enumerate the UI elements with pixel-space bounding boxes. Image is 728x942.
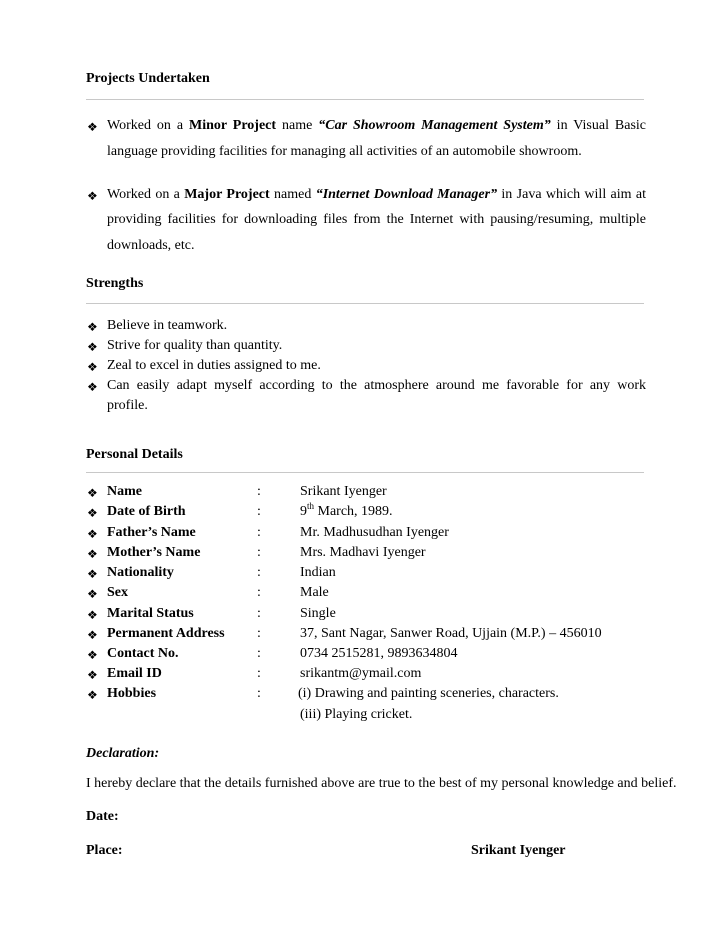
bullet-icon: ❖ bbox=[87, 668, 98, 682]
personal-value: 0734 2515281, 9893634804 bbox=[300, 646, 458, 661]
personal-label: Contact No. bbox=[107, 646, 179, 661]
personal-label: Nationality bbox=[107, 565, 174, 580]
bullet-icon: ❖ bbox=[87, 648, 98, 662]
bullet-icon: ❖ bbox=[87, 567, 98, 581]
project-major-line2: providing facilities for downloading files from the Internet with pausing/resuming, multiple bbox=[107, 212, 646, 227]
strength-item: Can easily adapt myself according to the atmosphere around me favorable for any work bbox=[107, 378, 646, 393]
colon: : bbox=[257, 504, 261, 519]
bullet-icon: ❖ bbox=[87, 628, 98, 642]
bullet-icon: ❖ bbox=[87, 547, 98, 561]
colon: : bbox=[257, 525, 261, 540]
bullet-icon: ❖ bbox=[87, 587, 98, 601]
strengths-heading: Strengths bbox=[86, 276, 144, 291]
personal-value: Mr. Madhusudhan Iyenger bbox=[300, 525, 449, 540]
bullet-icon: ❖ bbox=[87, 360, 98, 374]
colon: : bbox=[257, 545, 261, 560]
place-label: Place: bbox=[86, 843, 123, 858]
personal-value: Srikant Iyenger bbox=[300, 484, 387, 499]
bullet-icon: ❖ bbox=[87, 340, 98, 354]
personal-label: Marital Status bbox=[107, 606, 194, 621]
bullet-icon: ❖ bbox=[87, 380, 98, 394]
bullet-icon: ❖ bbox=[87, 120, 98, 134]
personal-value: Mrs. Madhavi Iyenger bbox=[300, 545, 426, 560]
bullet-icon: ❖ bbox=[87, 320, 98, 334]
personal-label: Sex bbox=[107, 585, 128, 600]
project-minor-line2: language providing facilities for managing all activities of an automobile showroom. bbox=[107, 144, 582, 159]
personal-label: Mother’s Name bbox=[107, 545, 201, 560]
personal-label: Permanent Address bbox=[107, 626, 225, 641]
personal-value: 9th March, 1989. bbox=[300, 501, 393, 519]
strength-item: Believe in teamwork. bbox=[107, 318, 228, 333]
colon: : bbox=[257, 585, 261, 600]
bullet-icon: ❖ bbox=[87, 486, 98, 500]
bullet-icon: ❖ bbox=[87, 506, 98, 520]
personal-label: Email ID bbox=[107, 666, 162, 681]
colon: : bbox=[257, 484, 261, 499]
colon: : bbox=[257, 606, 261, 621]
project-major-line1: Worked on a Major Project named “Internet Download Manager” in Java which will aim at bbox=[107, 187, 646, 202]
colon: : bbox=[257, 646, 261, 661]
personal-value: (i) Drawing and painting sceneries, characters. bbox=[298, 686, 559, 701]
signature-name: Srikant Iyenger bbox=[471, 843, 566, 858]
colon: : bbox=[257, 666, 261, 681]
project-major-line3: downloads, etc. bbox=[107, 238, 195, 253]
hobbies-extra: (iii) Playing cricket. bbox=[300, 707, 413, 722]
date-label: Date: bbox=[86, 809, 119, 824]
personal-value: Single bbox=[300, 606, 336, 621]
declaration-text: I hereby declare that the details furnished above are true to the best of my personal knowledge and belief. bbox=[86, 776, 677, 791]
personal-heading: Personal Details bbox=[86, 447, 183, 462]
bullet-icon: ❖ bbox=[87, 527, 98, 541]
colon: : bbox=[257, 686, 261, 701]
personal-label: Date of Birth bbox=[107, 504, 186, 519]
colon: : bbox=[257, 626, 261, 641]
personal-label: Hobbies bbox=[107, 686, 157, 701]
personal-divider bbox=[86, 472, 644, 473]
personal-label: Father’s Name bbox=[107, 525, 196, 540]
personal-label: Name bbox=[107, 484, 142, 499]
strength-item-continuation: profile. bbox=[107, 398, 148, 413]
project-minor-line1: Worked on a Minor Project name “Car Showroom Management System” in Visual Basic bbox=[107, 118, 647, 133]
personal-value: Male bbox=[300, 585, 329, 600]
projects-heading: Projects Undertaken bbox=[86, 71, 210, 86]
strength-item: Zeal to excel in duties assigned to me. bbox=[107, 358, 321, 373]
bullet-icon: ❖ bbox=[87, 608, 98, 622]
email-value: srikantm@ymail.com bbox=[300, 666, 422, 681]
bullet-icon: ❖ bbox=[87, 688, 98, 702]
declaration-heading: Declaration: bbox=[86, 746, 160, 761]
projects-divider bbox=[86, 99, 644, 100]
personal-value: 37, Sant Nagar, Sanwer Road, Ujjain (M.P.) – 456010 bbox=[300, 626, 602, 641]
strength-item: Strive for quality than quantity. bbox=[107, 338, 283, 353]
colon: : bbox=[257, 565, 261, 580]
strengths-divider bbox=[86, 303, 644, 304]
personal-value: Indian bbox=[300, 565, 336, 580]
bullet-icon: ❖ bbox=[87, 189, 98, 203]
